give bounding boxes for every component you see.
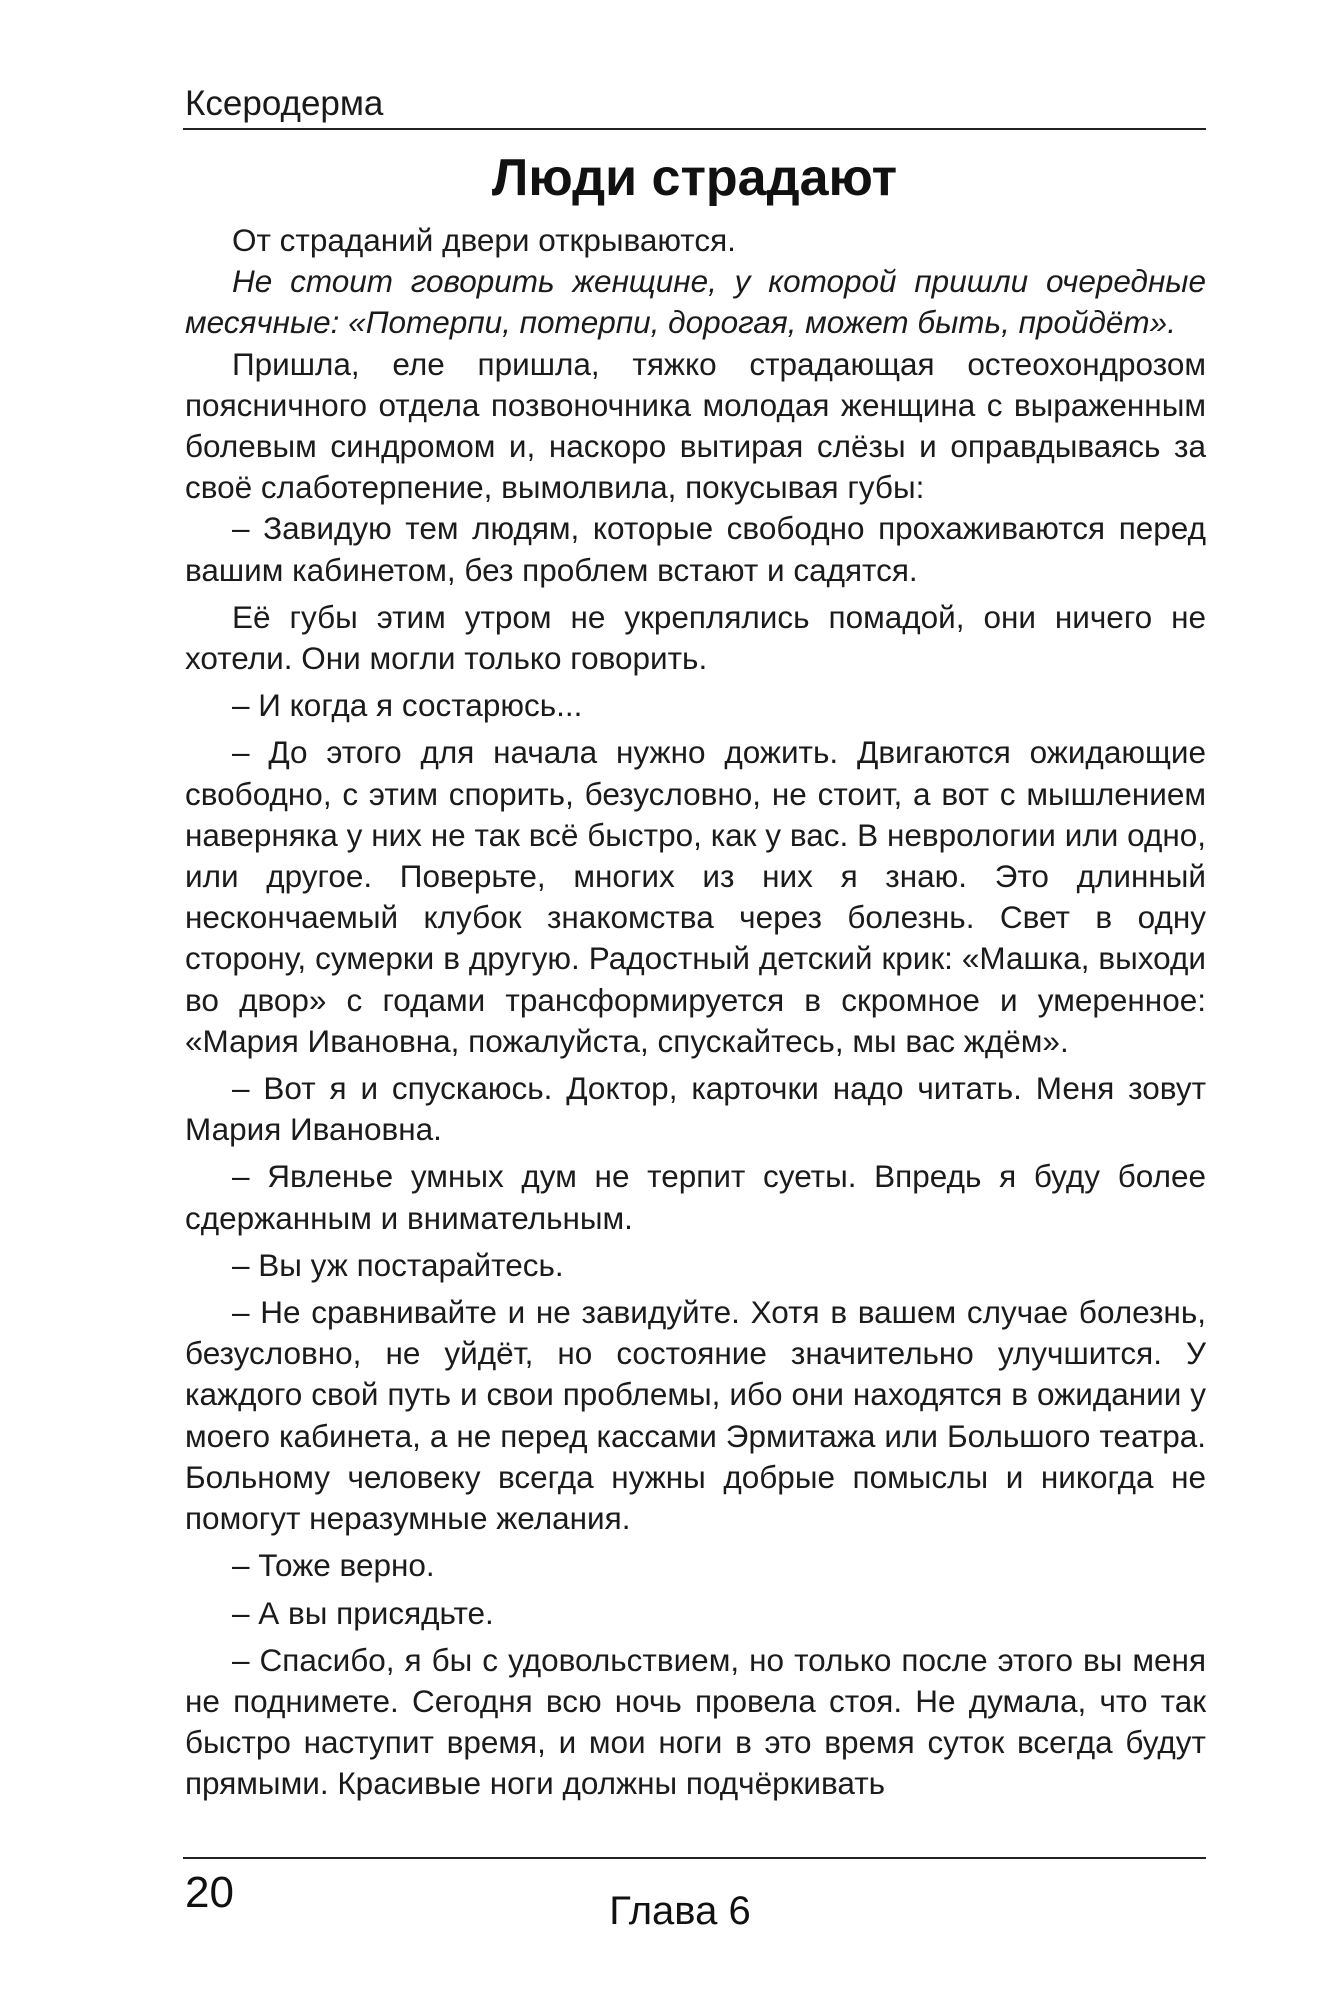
paragraph: – И когда я состарюсь...	[232, 687, 583, 724]
section-title: Люди страдают	[491, 149, 898, 207]
paragraph: – Вот я и спускаюсь. Доктор, карточки надо читать. Меня зовут Мария Ивановна.	[185, 1070, 1206, 1148]
paragraph: – Спасибо, я бы с удовольствием, но только после этого вы меня не поднимете. Сегодня всю ночь провела стоя. Не думала, что так быстро наступит время, и мои ноги в это время суток всегда будут прямыми. Красивые ноги должны подчёркивать	[185, 1641, 1206, 1802]
paragraph: – Явленье умных дум не терпит суеты. Впредь я буду более сдержанным и внимательным.	[185, 1158, 1206, 1236]
footer-divider	[183, 1857, 1206, 1859]
chapter-label: Глава 6	[609, 1889, 751, 1933]
body-text	[185, 220, 1206, 1805]
paragraph: – Не сравнивайте и не завидуйте. Хотя в вашем случае болезнь, безусловно, не уйдёт, но состояние значительно улучшится. У каждого свой путь и свои проблемы, ибо они находятся в ожидании у моего кабинета, а не перед кассами Эрмитажа или Большого театра. Больному человеку всегда нужны добрые помыслы и никогда не помогут неразумные желания.	[185, 1294, 1206, 1537]
header-divider	[183, 128, 1206, 130]
paragraph: – Вы уж постарайтесь.	[232, 1246, 564, 1283]
page-number: 20	[185, 1868, 234, 1917]
running-header: Ксеродерма	[185, 84, 384, 123]
paragraph: – Завидую тем людям, которые свободно прохаживаются перед вашим кабинетом, без проблем встают и садятся.	[185, 510, 1206, 588]
paragraph: – До этого для начала нужно дожить. Двигаются ожидающие свободно, с этим спорить, безусловно, не стоит, а вот с мышлением наверняка у них не так всё быстро, как у вас. В неврологии или одно, или другое. Поверьте, многих из них я знаю. Это длинный нескончаемый клубок знакомства через болезнь. Свет в одну сторону, сумерки в другую. Радостный детский крик: «Машка, выходи во двор» с годами трансформируется в скромное и умеренное: «Мария Ивановна, пожалуйста, спускайтесь, мы вас ждём».	[185, 734, 1206, 1059]
paragraph: Её губы этим утром не укреплялись помадой, они ничего не хотели. Они могли только говорить.	[185, 598, 1206, 677]
paragraph: – А вы присядьте.	[232, 1594, 494, 1631]
paragraph: – Тоже верно.	[232, 1547, 435, 1584]
paragraph: От страданий двери открываются.	[232, 222, 736, 258]
paragraph: Пришла, еле пришла, тяжко страдающая остеохондрозом поясничного отдела позвоночника молодая женщина с выраженным болевым синдромом и, наскоро вытирая слёзы и оправдываясь за своё слаботерпение, вымолвила, покусывая губы:	[185, 345, 1206, 506]
paragraph-epigraph: Не стоит говорить женщине, у которой пришли очередные месячные: «Потерпи, потерпи, дорогая, может быть, пройдёт».	[185, 263, 1206, 341]
